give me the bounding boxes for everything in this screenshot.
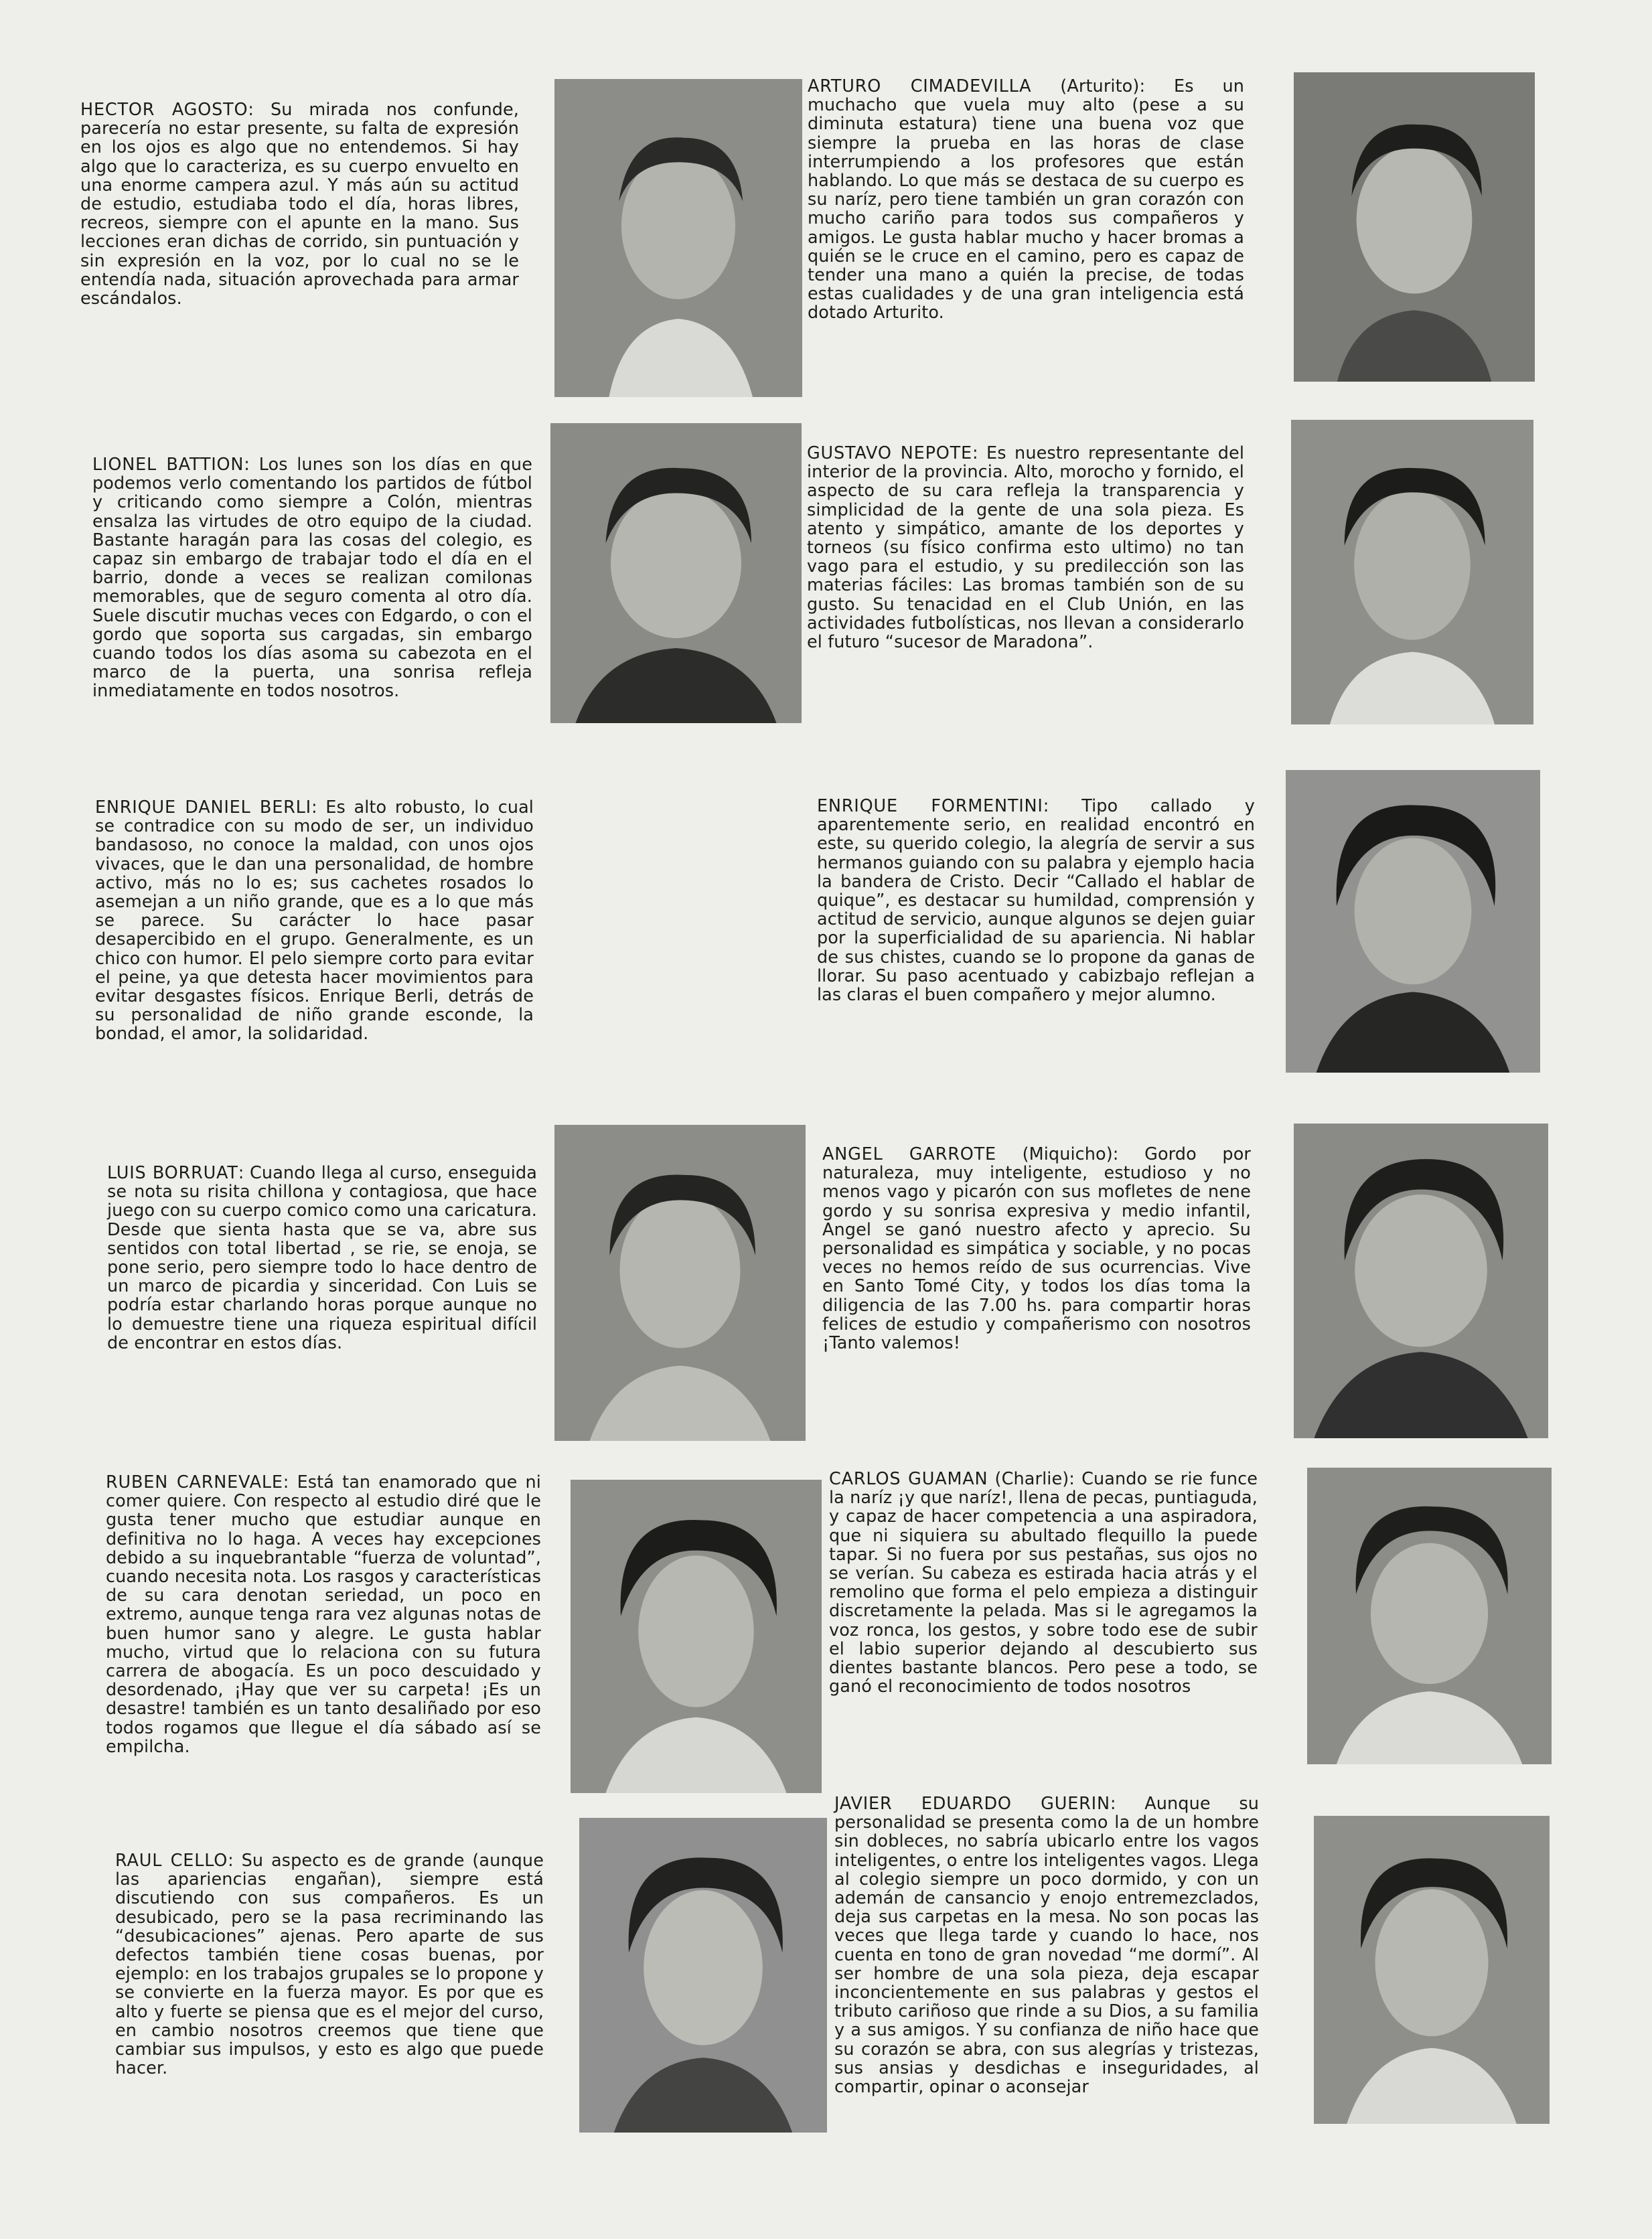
- bio-angel-garrote: [822, 1145, 1251, 1353]
- portrait-photo-ruben-carnevale: [571, 1480, 822, 1793]
- bio-text: : Es nuestro representante del interior de la provincia. Alto, morocho y fornido, el aspecto de su cara refleja la transparencia y simplicidad de la gente de una sola pieza. Es atento y simpático, amante de los deportes y torneos (su físico confirma esto ultimo) no tan vago para el estudio, y su predilección son las materias fáciles: Las bromas también son de su gusto. Su tenacidad en el Club Unión, en las actividades futbolísticas, nos llevan a considerarlo el futuro “sucesor de Maradona”.: [807, 443, 1244, 653]
- student-name: CARLOS GUAMAN: [829, 1469, 988, 1489]
- bio-luis-borruat: [107, 1164, 537, 1353]
- bio-text: : Es alto robusto, lo cual se contradice con su modo de ser, un individuo bandasoso, no conoce la maldad, con unos ojos vivaces, que le dan una personalidad, de hombre activo, más no lo es; sus cachetes rosados lo asemejan a un niño grande, que es a lo que más se parece. Su carácter lo hace pasar desapercibido en el grupo. Generalmente, es un chico con humor. El pelo siempre corto para evitar el peine, ya que detesta hacer movimientos para evitar desgastes físicos. Enrique Berli, detrás de su personalidad de niño grande esconde, la bondad, el amor, la solidaridad.: [95, 797, 534, 1045]
- bio-text: : Gordo por naturaleza, muy inteligente, estudioso y no menos vago y picarón con sus mofletes de nene gordo y su sonrisa expresiva y medio infantil, Angel se ganó nuestro afecto y aprecio. Su personalidad es simpática y sociable, y no pocas veces no hemos reído de sus ocurrencias. Vive en Santo Tomé City, y todos los días toma la diligencia de las 7.00 hs. para compartir horas felices de estudio y compañerismo con nosotros ¡Tanto valemos!: [822, 1144, 1251, 1354]
- bio-hector-agosto: [80, 100, 519, 308]
- bio-text: : Los lunes son los días en que podemos verlo comentando los partidos de fútbol y criticando como siempre a Colón, mientras ensalza las virtudes de otro equipo de la ciudad. Bastante haragán para las cosas del colegio, es capaz sin embargo de trabajar todo el día en el barrio, donde a veces se realizan comilonas memorables, que de seguro comenta al otro día. Suele discutir muchas veces con Edgardo, o con el gordo que soporta sus cargadas, sin embargo cuando todos los días asoma su cabezota en el marco de la puerta, una sonrisa refleja inmediatamente en todos nosotros.: [92, 455, 532, 702]
- portrait-photo-raul-cello: [579, 1818, 827, 2133]
- portrait-photo-hector-agosto: [554, 79, 802, 397]
- student-name: GUSTAVO NEPOTE: [807, 443, 972, 463]
- student-nickname: (Miquicho): [1022, 1144, 1113, 1164]
- student-name: LIONEL BATTION: [92, 455, 244, 475]
- portrait-photo-carlos-guaman: [1307, 1468, 1552, 1764]
- bio-javier-guerin: [834, 1794, 1259, 2096]
- portrait-photo-lionel-battion: [550, 423, 802, 723]
- student-name: ARTURO CIMADEVILLA: [808, 76, 1032, 96]
- portrait-photo-javier-guerin: [1314, 1816, 1550, 2124]
- student-name: ENRIQUE DANIEL BERLI: [95, 797, 311, 818]
- bio-text: : Su aspecto es de grande (aunque las apariencias engañan), siempre está discutiendo con sus compañeros. Es un desubicado, pero se la pasa recriminando las “desubicaciones” ajenas. Pero aparte de sus defectos también tiene cosas buenas, por ejemplo: en los trabajos grupales se lo propone y se convierte en la fuerza mayor. Es por que es alto y fuerte se piensa que es el mejor del curso, en cambio nosotros creemos que tiene que cambiar sus impulsos, y esto es algo que puede hacer.: [115, 1851, 544, 2079]
- bio-raul-cello: [115, 1851, 544, 2078]
- bio-text: : Cuando llega al curso, enseguida se nota su risita chillona y contagiosa, que hace juego con su cuerpo comico como una caricatura. Desde que sienta hasta que se va, abre sus sentidos con total libertad , se rie, se enoja, se pone serio, pero siempre todo lo hace dentro de un marco de picardia y sinceridad. Con Luis se podría estar charlando horas porque aunque no lo demuestre tiene una riqueza espiritual difícil de encontrar en estos días.: [107, 1163, 537, 1353]
- bio-text: : Aunque su personalidad se presenta como la de un hombre sin dobleces, no sabría ubicarlo entre los vagos inteligentes, o entre los inteligentes vagos. Llega al colegio siempre un poco dormido, y con un ademán de cansancio y enojo entremezclados, deja sus carpetas en la mesa. No son pocas las veces que llega tarde y cuando lo hace, nos cuenta en tono de gran novedad “me dormí”. Al ser hombre de una sola pieza, deja escapar inconcientemente en sus palabras y gestos el tributo cariñoso que rinde a su Dios, a su familia y a sus amigos. Y su confianza de niño hace que su corazón se abra, con sus alegrías y tristezas, sus ansias y desdichas e inseguridades, al compartir, opinar o aconsejar: [834, 1794, 1260, 2098]
- portrait-photo-gustavo-nepote: [1291, 420, 1533, 724]
- student-name: RAUL CELLO: [115, 1851, 228, 1871]
- bio-lionel-battion: [92, 455, 532, 701]
- bio-gustavo-nepote: [807, 444, 1244, 651]
- portrait-photo-luis-borruat: [554, 1125, 806, 1441]
- student-name: RUBEN CARNEVALE: [106, 1472, 283, 1492]
- bio-text: : Está tan enamorado que ni comer quiere. Con respecto al estudio diré que le gusta tener mucho que estudiar aunque en definitiva no lo haga. A veces hay excepciones debido a su inquebrantable “fuerza de voluntad”, cuando necesita nota. Los rasgos y características de su cara denotan seriedad, un poco en extremo, aunque tenga rara vez algunas notas de buen humor sano y alegre. Le gusta hablar mucho, virtud que lo relaciona con su futura carrera de abogacía. Es un poco descuidado y desordenado, ¡Hay que ver su carpeta! ¡Es un desastre! también es un tanto desaliñado por eso todos rogamos que llegue el día sábado así se empilcha.: [106, 1472, 541, 1757]
- bio-text: : Es un muchacho que vuela muy alto (pese a su diminuta estatura) tiene una buena voz que siempre la prueba en las horas de clase interrumpiendo a los profesores que están hablando. Lo que más se destaca de su cuerpo es su naríz, pero tiene también un gran corazón con mucho cariño para todos sus compañeros y amigos. Le gusta hablar mucho y hacer bromas a quién se le cruce en el camino, pero es capaz de tender una mano a quién la precise, de todas estas cualidades y de una gran inteligencia está dotado Arturito.: [808, 76, 1244, 323]
- bio-ruben-carnevale: [106, 1473, 541, 1756]
- student-name: JAVIER EDUARDO GUERIN: [834, 1794, 1110, 1814]
- portrait-photo-angel-garrote: [1294, 1124, 1548, 1438]
- portrait-photo-arturo-cimadevilla: [1294, 72, 1535, 382]
- portrait-photo-enrique-formentini: [1286, 770, 1540, 1073]
- bio-enrique-berli: [95, 798, 534, 1044]
- student-name: ENRIQUE FORMENTINI: [817, 796, 1043, 816]
- student-name: HECTOR AGOSTO: [80, 100, 248, 120]
- bio-text: : Cuando se rie funce la naríz ¡y que naríz!, llena de pecas, puntiaguda, y capaz de hacer competencia a una aspiradora, que ni siquiera su abultado flequillo la puede tapar. Si no fuera por sus pestañas, sus ojos no se verían. Su cabeza es estirada hacia atrás y el remolino que forma el pelo empieza a distinguir discretamente la pelada. Mas si le agregamos la voz ronca, los gestos, y sobre todo ese de subir el labio superior dejando al descubierto sus dientes bastante blancos. Pero pese a todo, se ganó el reconocimiento de todos nosotros: [829, 1469, 1258, 1697]
- bio-text: : Su mirada nos confunde, parecería no estar presente, su falta de expresión en los ojos es algo que no entendemos. Si hay algo que lo caracteriza, es su cuerpo envuelto en una enorme campera azul. Y más aún su actitud de estudio, estudiaba todo el día, horas libres, recreos, siempre con el apunte en la mano. Sus lecciones eran dichas de corrido, sin puntuación y sin expresión en la voz, por lo cual no se le entendía nada, situación aprovechada para armar escándalos.: [80, 100, 520, 309]
- bio-carlos-guaman: [829, 1470, 1258, 1696]
- student-name: ANGEL GARROTE: [822, 1144, 996, 1164]
- bio-text: : Tipo callado y aparentemente serio, en realidad encontró en este, su querido colegio, la alegría de servir a sus hermanos guiando con su palabra y ejemplo hacia la bandera de Cristo. Decir “Callado el hablar de quique”, es destacar su humildad, comprensión y actitud de servicio, aunque algunos se dejen guiar por la superficialidad de su apariencia. Ni hablar de sus chistes, cuando se lo propone da ganas de llorar. Su paso acentuado y cabizbajo reflejan a las claras el buen compañero y mejor alumno.: [817, 796, 1255, 1006]
- student-nickname: (Arturito): [1060, 76, 1140, 96]
- student-name: LUIS BORRUAT: [107, 1163, 238, 1183]
- bio-enrique-formentini: [817, 797, 1255, 1004]
- student-nickname: (Charlie): [994, 1469, 1069, 1489]
- bio-arturo-cimadevilla: [808, 77, 1244, 323]
